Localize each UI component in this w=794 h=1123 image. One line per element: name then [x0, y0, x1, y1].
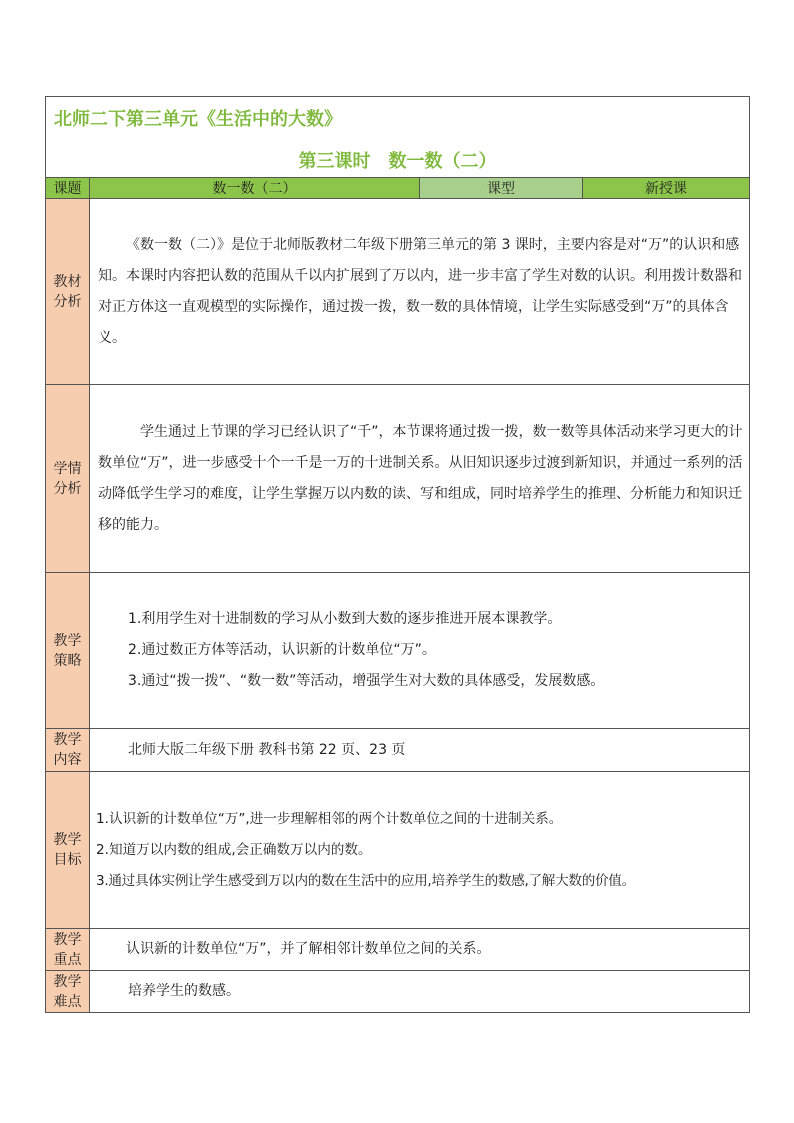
- label-line-1: 教学: [53, 931, 82, 948]
- section-content: [90, 729, 750, 772]
- section-content: [90, 385, 750, 573]
- type-label: 课型: [420, 178, 583, 199]
- section-teaching-content: [46, 729, 750, 772]
- section-label: [46, 199, 90, 385]
- section-material-analysis: [46, 199, 750, 385]
- label-line-2: 分析: [53, 293, 82, 310]
- section-content: [90, 573, 750, 729]
- title-row: [46, 97, 750, 178]
- label-line-2: 重点: [53, 951, 82, 968]
- section-label: [46, 573, 90, 729]
- section-text: 《数一数（二）》是位于北师版教材二年级下册第三单元的第 3 课时，主要内容是对“万”的认识和感知。本课时内容把认数的范围从千以内扩展到了万以内，进一步丰富了学生对数的认识。利用拨计数器和对正方体这一直观模型的实际操作，通过拨一拨，数一数的具体情境，让学生实际感受到“万”的具体含义。: [98, 236, 742, 346]
- label-line-1: 学情: [53, 460, 82, 477]
- label-line-1: 教学: [53, 973, 82, 990]
- section-text: 北师大版二年级下册 教科书第 22 页、23 页: [128, 741, 406, 758]
- section-content: [90, 971, 750, 1013]
- label-line-1: 教学: [53, 732, 82, 748]
- lesson-title: 第三课时 数一数（二）: [298, 151, 497, 172]
- label-line-1: 教学: [53, 632, 82, 649]
- label-line-2: 策略: [53, 652, 82, 669]
- label-line-2: 分析: [53, 480, 82, 497]
- label-line-1: 教材: [53, 273, 82, 290]
- list-item: 2.通过数正方体等活动，认识新的计数单位“万”。: [128, 642, 436, 658]
- section-label: [46, 772, 90, 929]
- section-content: [90, 199, 750, 385]
- section-label: [46, 729, 90, 772]
- topic-label: 课题: [46, 178, 90, 199]
- section-content: [90, 929, 750, 971]
- section-text: 培养学生的数感。: [128, 983, 240, 999]
- section-key-points: [46, 929, 750, 971]
- section-label: [46, 971, 90, 1013]
- section-difficulties: [46, 971, 750, 1013]
- label-line-2: 内容: [53, 752, 82, 768]
- section-student-analysis: [46, 385, 750, 573]
- section-text: 认识新的计数单位“万”，并了解相邻计数单位之间的关系。: [126, 941, 491, 957]
- topic-value: 数一数（二）: [90, 178, 420, 199]
- type-value: 新授课: [583, 178, 750, 199]
- unit-title: 北师二下第三单元《生活中的大数》: [54, 109, 342, 130]
- section-teaching-strategy: [46, 573, 750, 729]
- info-row: [46, 178, 750, 199]
- section-content: [90, 772, 750, 929]
- list-item: 3.通过具体实例让学生感受到万以内的数在生活中的应用,培养学生的数感,了解大数的价值。: [96, 872, 635, 889]
- label-line-1: 教学: [53, 832, 82, 848]
- title-cell: [46, 97, 750, 178]
- list-item: 1.利用学生对十进制数的学习从小数到大数的逐步推进开展本课教学。: [128, 611, 562, 627]
- label-line-2: 难点: [53, 993, 82, 1010]
- section-label: [46, 929, 90, 971]
- section-text: 学生通过上节课的学习已经认识了“千”，本节课将通过拨一拨，数一数等具体活动来学习更大的计数单位“万”，进一步感受十个一千是一万的十进制关系。从旧知识逐步过渡到新知识，并通过一系列的活动降低学生学习的难度，让学生掌握万以内数的读、写和组成，同时培养学生的推理、分析能力和知识迁移的能力。: [98, 423, 743, 533]
- section-teaching-goals: [46, 772, 750, 929]
- label-line-2: 目标: [53, 852, 82, 868]
- section-label: [46, 385, 90, 573]
- list-item: 3.通过“拨一拨”、“数一数”等活动，增强学生对大数的具体感受，发展数感。: [128, 673, 605, 689]
- lesson-plan-table: [45, 96, 750, 1013]
- list-item: 2.知道万以内数的组成,会正确数万以内的数。: [96, 841, 372, 858]
- list-item: 1.认识新的计数单位“万”,进一步理解相邻的两个计数单位之间的十进制关系。: [96, 810, 563, 827]
- lesson-plan-sheet: [45, 96, 749, 1013]
